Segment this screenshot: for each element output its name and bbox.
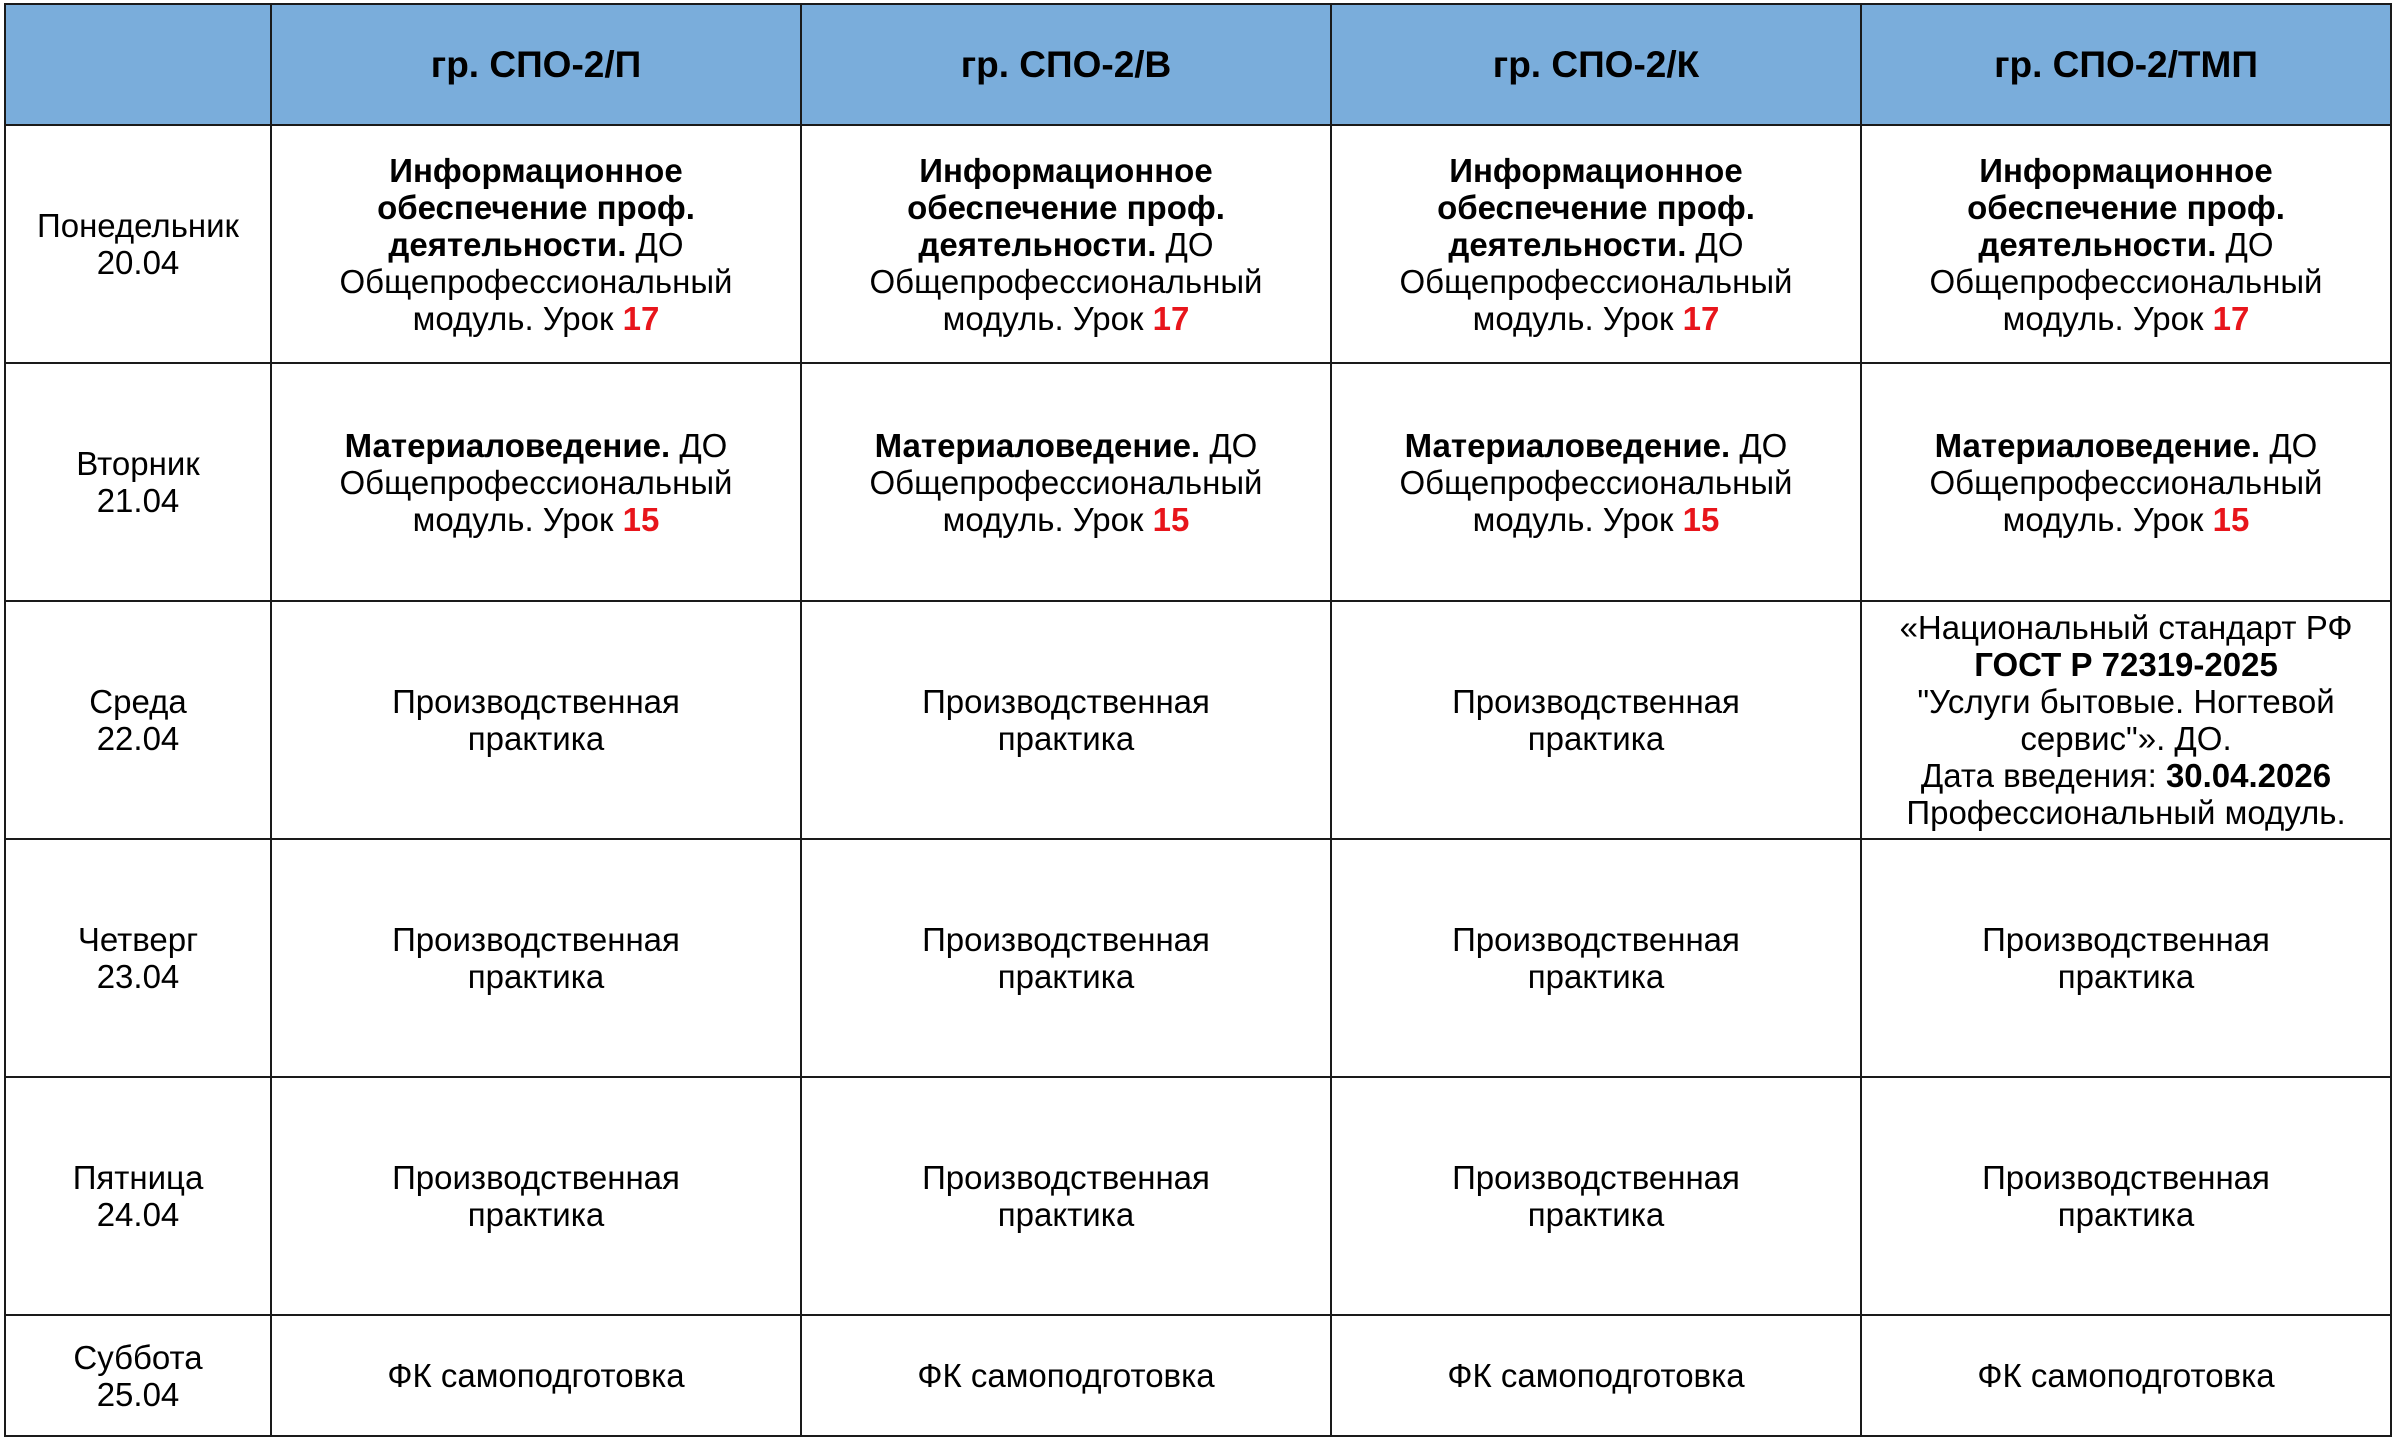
- practice-line1: Производственная: [922, 683, 1210, 720]
- subject-name: Материаловедение.: [344, 426, 671, 464]
- subject-name: Информационное обеспечение проф. деятельности.: [907, 151, 1225, 263]
- lesson-number: 15: [1682, 500, 1720, 538]
- practice-line1: Производственная: [1982, 921, 2270, 958]
- subject-name: Материаловедение.: [874, 426, 1201, 464]
- day-cell: [5, 601, 271, 839]
- lesson-cell: [1861, 601, 2391, 839]
- schedule-table: [4, 3, 2392, 1437]
- practice-line1: Производственная: [392, 1159, 680, 1196]
- lesson-number: 15: [2212, 500, 2250, 538]
- lesson-cell: [801, 363, 1331, 601]
- practice-cell: [271, 601, 801, 839]
- day-cell: [5, 839, 271, 1077]
- practice-cell: [801, 839, 1331, 1077]
- subject-name: Материаловедение.: [1934, 426, 2261, 464]
- practice-line2: практика: [467, 1196, 605, 1233]
- subject-name: Информационное обеспечение проф. деятельности.: [1437, 151, 1755, 263]
- saturday-cell: ФК самоподготовка: [1331, 1315, 1861, 1436]
- practice-line2: практика: [1527, 958, 1665, 995]
- practice-line1: Производственная: [392, 683, 680, 720]
- lesson-details: ДО Общепрофессиональный модуль. Урок: [1399, 426, 1793, 538]
- day-cell: [5, 363, 271, 601]
- table-row: [5, 1077, 2391, 1315]
- day-date: 25.04: [96, 1375, 180, 1413]
- lesson-details: ДО Общепрофессиональный модуль. Урок: [1929, 225, 2323, 337]
- lesson-details: ДО Общепрофессиональный модуль. Урок: [1929, 426, 2323, 538]
- practice-cell: [1331, 601, 1861, 839]
- lesson-cell: [1331, 363, 1861, 601]
- practice-line1: Производственная: [1452, 683, 1740, 720]
- table-row: [5, 1315, 2391, 1436]
- lesson-number: 15: [1152, 500, 1190, 538]
- day-name: Суббота: [73, 1338, 203, 1376]
- practice-line2: практика: [467, 720, 605, 757]
- lesson-cell: [1861, 363, 2391, 601]
- practice-line2: практика: [2057, 1196, 2195, 1233]
- practice-line1: Производственная: [922, 921, 1210, 958]
- lesson-cell: [1331, 125, 1861, 363]
- standard-title: «Национальный стандарт РФ: [1899, 609, 2353, 646]
- day-name: Четверг: [77, 921, 199, 958]
- day-name: Понедельник: [37, 207, 239, 244]
- day-date: 21.04: [96, 482, 180, 519]
- practice-line1: Производственная: [392, 921, 680, 958]
- table-row: [5, 839, 2391, 1077]
- lesson-number: 17: [622, 299, 660, 337]
- lesson-cell: [271, 363, 801, 601]
- group-header: гр. СПО-2/К: [1331, 4, 1861, 125]
- practice-cell: [271, 1077, 801, 1315]
- practice-cell: [1861, 1077, 2391, 1315]
- lesson-number: 17: [1152, 299, 1190, 337]
- day-name: Пятница: [72, 1159, 204, 1196]
- corner-cell: [5, 4, 271, 125]
- lesson-cell: [271, 125, 801, 363]
- subject-name: Материаловедение.: [1404, 426, 1731, 464]
- day-cell: [5, 1315, 271, 1436]
- table-row: [5, 601, 2391, 839]
- lesson-number: 17: [2212, 299, 2250, 337]
- module-name: Профессиональный модуль.: [1906, 794, 2346, 831]
- saturday-cell: ФК самоподготовка: [1861, 1315, 2391, 1436]
- lesson-details: ДО Общепрофессиональный модуль. Урок: [339, 426, 733, 538]
- practice-line2: практика: [467, 958, 605, 995]
- subject-name: Информационное обеспечение проф. деятельности.: [377, 151, 695, 263]
- table-row: [5, 363, 2391, 601]
- day-date: 24.04: [96, 1196, 180, 1233]
- practice-line2: практика: [997, 958, 1135, 995]
- table-row: [5, 125, 2391, 363]
- lesson-details: ДО Общепрофессиональный модуль. Урок: [339, 225, 733, 337]
- practice-line2: практика: [997, 1196, 1135, 1233]
- lesson-number: 15: [622, 500, 660, 538]
- practice-line2: практика: [1527, 1196, 1665, 1233]
- practice-cell: [1331, 1077, 1861, 1315]
- practice-cell: [1861, 839, 2391, 1077]
- day-cell: [5, 125, 271, 363]
- practice-cell: [271, 839, 801, 1077]
- group-header: гр. СПО-2/П: [271, 4, 801, 125]
- lesson-cell: [801, 125, 1331, 363]
- gost-code: ГОСТ Р 72319-2025: [1974, 646, 2278, 683]
- lesson-number: 17: [1682, 299, 1720, 337]
- practice-line1: Производственная: [1452, 1159, 1740, 1196]
- intro-date-label: Дата введения:: [1920, 757, 2166, 794]
- practice-line2: практика: [1527, 720, 1665, 757]
- group-header: гр. СПО-2/В: [801, 4, 1331, 125]
- lesson-cell: [1861, 125, 2391, 363]
- practice-line1: Производственная: [1452, 921, 1740, 958]
- practice-line2: практика: [997, 720, 1135, 757]
- intro-date-value: 30.04.2026: [2165, 757, 2332, 794]
- practice-line1: Производственная: [922, 1159, 1210, 1196]
- saturday-cell: ФК самоподготовка: [271, 1315, 801, 1436]
- practice-cell: [1331, 839, 1861, 1077]
- practice-cell: [801, 1077, 1331, 1315]
- practice-cell: [801, 601, 1331, 839]
- saturday-cell: ФК самоподготовка: [801, 1315, 1331, 1436]
- group-header: гр. СПО-2/ТМП: [1861, 4, 2391, 125]
- standard-name: "Услуги бытовые. Ногтевой сервис"». ДО.: [1917, 683, 2335, 757]
- day-cell: [5, 1077, 271, 1315]
- lesson-details: ДО Общепрофессиональный модуль. Урок: [869, 225, 1263, 337]
- lesson-details: ДО Общепрофессиональный модуль. Урок: [1399, 225, 1793, 337]
- intro-date-line: [1870, 757, 2382, 794]
- header-row: [5, 4, 2391, 125]
- subject-name: Информационное обеспечение проф. деятельности.: [1967, 151, 2285, 263]
- practice-line1: Производственная: [1982, 1159, 2270, 1196]
- practice-line2: практика: [2057, 958, 2195, 995]
- day-name: Вторник: [76, 445, 200, 482]
- day-name: Среда: [89, 683, 187, 720]
- day-date: 23.04: [96, 958, 180, 995]
- day-date: 20.04: [96, 244, 180, 281]
- day-date: 22.04: [96, 720, 180, 757]
- lesson-details: ДО Общепрофессиональный модуль. Урок: [869, 426, 1263, 538]
